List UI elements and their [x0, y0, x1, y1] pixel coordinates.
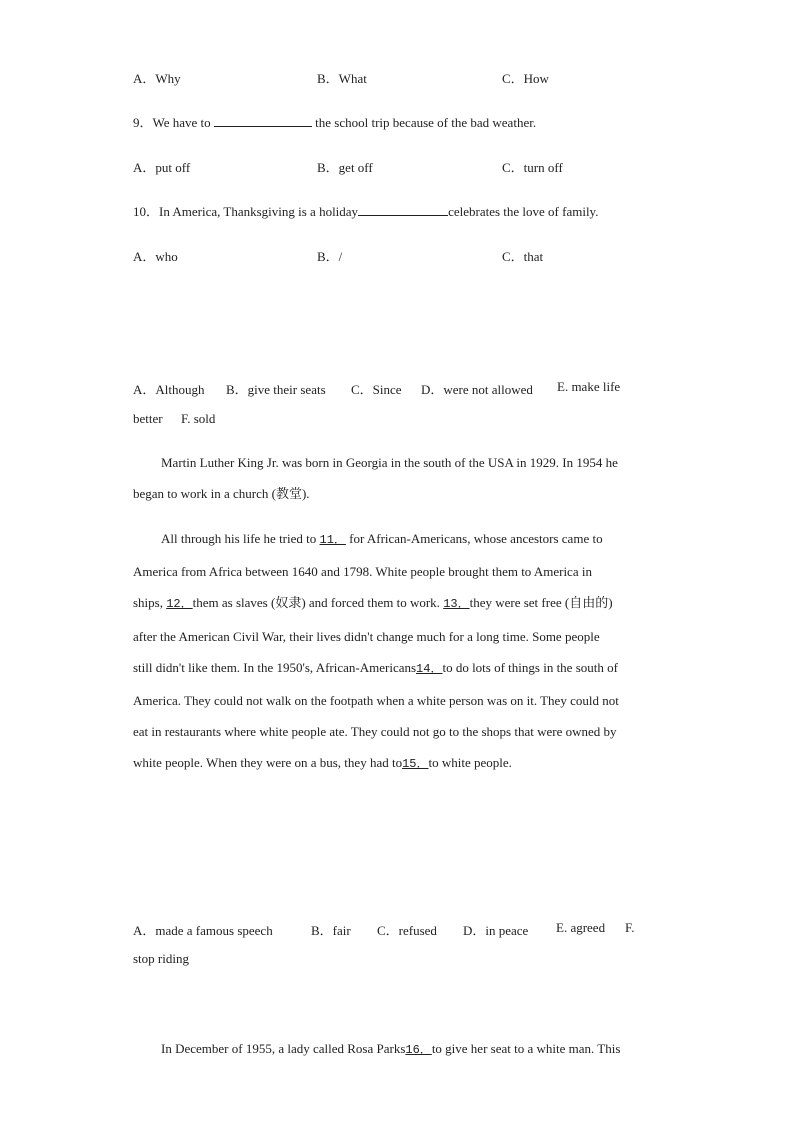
- text-segment: for African-Americans, whose ancestors came to: [345, 531, 603, 546]
- word-box-2-item: F.: [625, 920, 635, 935]
- q9-rest: the school trip because of the bad weather.: [315, 115, 537, 130]
- text-line: [133, 523, 663, 556]
- text-line: America from Africa between 1640 and 1798. White people brought them to America in: [133, 564, 592, 580]
- blank-16[interactable]: 16．: [405, 1043, 432, 1057]
- text-line: eat in restaurants where white people ate. They could not go to the shops that were owned by: [133, 724, 617, 740]
- word-box-1-item: E. make life: [557, 379, 621, 394]
- word-box-1-item: B．give their seats: [226, 382, 326, 397]
- text-line: Martin Luther King Jr. was born in Georgia in the south of the USA in 1929. In 1954 he: [161, 455, 618, 470]
- text-line: [133, 747, 663, 780]
- text-segment: In December of 1955, a lady called Rosa Parks: [161, 1041, 406, 1056]
- word-box-2-item: stop riding: [133, 951, 189, 966]
- q9-option-b: B．get off: [317, 160, 373, 175]
- word-box-1-item: C．Since: [351, 382, 402, 397]
- text-line: [133, 652, 663, 685]
- q10-stem: [133, 201, 598, 220]
- q10-option-a: A．who: [133, 249, 178, 264]
- word-box-2-item: C．refused: [377, 923, 437, 938]
- blank-12[interactable]: 12．: [166, 597, 193, 612]
- word-box-1-item: F. sold: [181, 411, 216, 426]
- q10-option-b: B．/: [317, 249, 343, 264]
- text-segment: them as slaves (奴隶) and forced them to work.: [192, 595, 444, 611]
- q10-option-c: C．that: [502, 249, 544, 264]
- passage-1-paragraph-1: [133, 447, 663, 509]
- text-segment: white people. When they were on a bus, they had to: [133, 755, 403, 771]
- text-line: [133, 587, 663, 620]
- text-segment: ships,: [133, 595, 167, 611]
- text-segment: to do lots of things in the south of: [442, 659, 618, 675]
- text-segment: they were set free (自由的): [469, 595, 613, 611]
- q10-blank: [358, 203, 448, 216]
- word-box-2-item: A．made a famous speech: [133, 923, 273, 938]
- q9-stem: [133, 112, 536, 131]
- text-segment: All through his life he tried to: [161, 531, 320, 546]
- word-box-2-item: D．in peace: [463, 923, 529, 938]
- q9-option-c: C．turn off: [502, 160, 563, 175]
- word-box-2-item: E. agreed: [556, 920, 606, 935]
- blank-14[interactable]: 14．: [416, 661, 443, 676]
- passage-1-paragraph-2: [133, 523, 663, 781]
- q8-option-b: B．What: [317, 71, 367, 86]
- q9-blank: [214, 114, 312, 127]
- passage-2-paragraph-1: [133, 1033, 663, 1066]
- q9-number: 9．We have to: [133, 115, 211, 130]
- q10-rest: celebrates the love of family.: [448, 204, 599, 219]
- text-line: America. They could not walk on the footpath when a white person was on it. They could not: [133, 693, 619, 709]
- text-line: began to work in a church (教堂).: [133, 486, 310, 502]
- text-segment: to white people.: [428, 755, 512, 771]
- text-line: after the American Civil War, their lives didn't change much for a long time. Some people: [133, 628, 600, 644]
- q8-option-a: A．Why: [133, 71, 181, 86]
- text-line: [133, 1033, 663, 1066]
- blank-13[interactable]: 13．: [443, 597, 470, 612]
- word-box-1-item: better: [133, 411, 163, 426]
- text-segment: to give her seat to a white man. This: [431, 1041, 621, 1056]
- q8-option-c: C．How: [502, 71, 549, 86]
- q9-option-a: A．put off: [133, 160, 191, 175]
- blank-15[interactable]: 15．: [402, 757, 429, 772]
- q10-number: 10．In America, Thanksgiving is a holiday: [133, 204, 359, 219]
- word-box-1-item: A．Although: [133, 382, 205, 397]
- word-box-1-item: D．were not allowed: [421, 382, 533, 397]
- blank-11[interactable]: 11．: [319, 533, 346, 547]
- word-box-2-item: B．fair: [311, 923, 351, 938]
- text-segment: still didn't like them. In the 1950's, African-Americans: [133, 659, 417, 675]
